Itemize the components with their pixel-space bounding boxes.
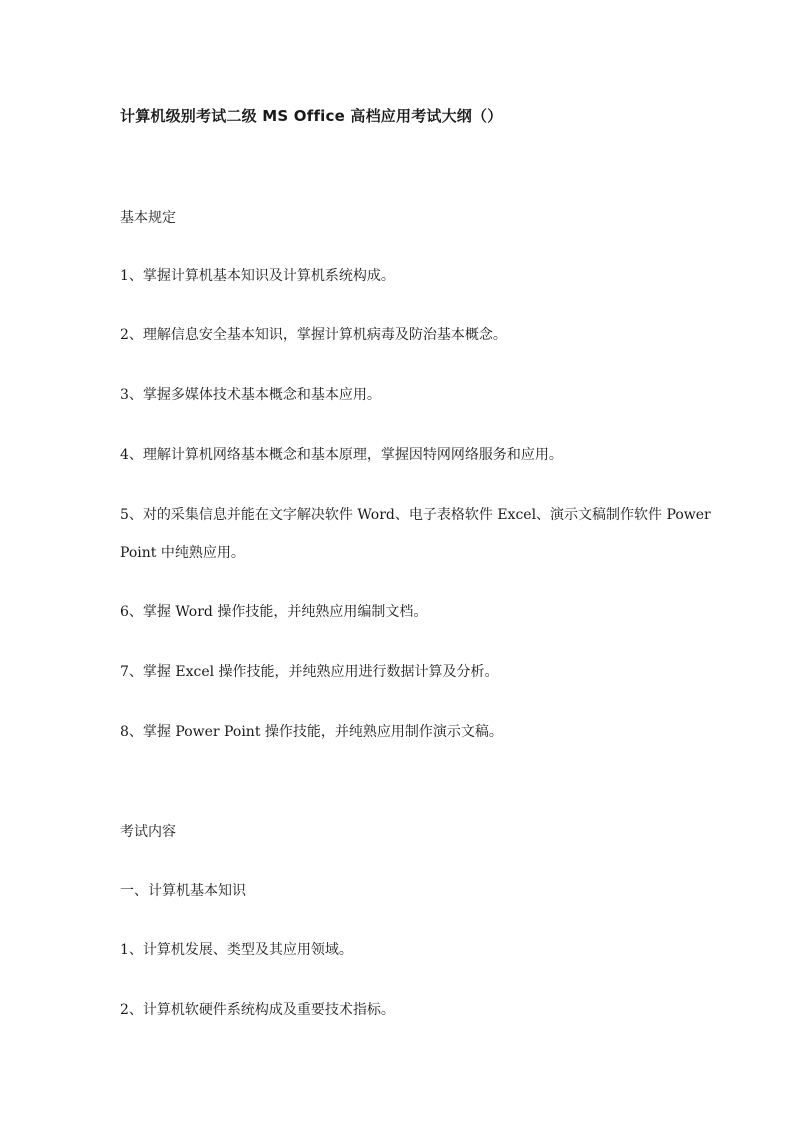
requirement-item-4: 4、理解计算机网络基本概念和基本原理，掌握因特网网络服务和应用。 xyxy=(120,447,563,463)
requirement-item-8: 8、掌握 Power Point 操作技能，并纯熟应用制作演示文稿。 xyxy=(120,724,503,740)
document-title: 计算机级别考试二级 MS Office 高档应用考试大纲（） xyxy=(120,107,503,125)
content-item-1: 1、计算机发展、类型及其应用领域。 xyxy=(120,942,353,958)
content-item-2: 2、计算机软硬件系统构成及重要技术指标。 xyxy=(120,1002,395,1018)
requirement-item-7: 7、掌握 Excel 操作技能，并纯熟应用进行数据计算及分析。 xyxy=(120,664,499,680)
requirement-item-5-continued: Point 中纯熟应用。 xyxy=(120,545,245,561)
requirement-item-3: 3、掌握多媒体技术基本概念和基本应用。 xyxy=(120,387,381,403)
requirement-item-5: 5、对的采集信息并能在文字解决软件 Word、电子表格软件 Excel、演示文稿制作软件 Power xyxy=(120,507,711,523)
section-heading-exam-content: 考试内容 xyxy=(120,824,176,840)
requirement-item-2: 2、理解信息安全基本知识，掌握计算机病毒及防治基本概念。 xyxy=(120,327,507,343)
subsection-heading-computer-basics: 一、计算机基本知识 xyxy=(120,883,246,899)
section-heading-basic-requirements: 基本规定 xyxy=(120,210,176,226)
requirement-item-6: 6、掌握 Word 操作技能，并纯熟应用编制文档。 xyxy=(120,604,428,620)
requirement-item-1: 1、掌握计算机基本知识及计算机系统构成。 xyxy=(120,268,395,284)
